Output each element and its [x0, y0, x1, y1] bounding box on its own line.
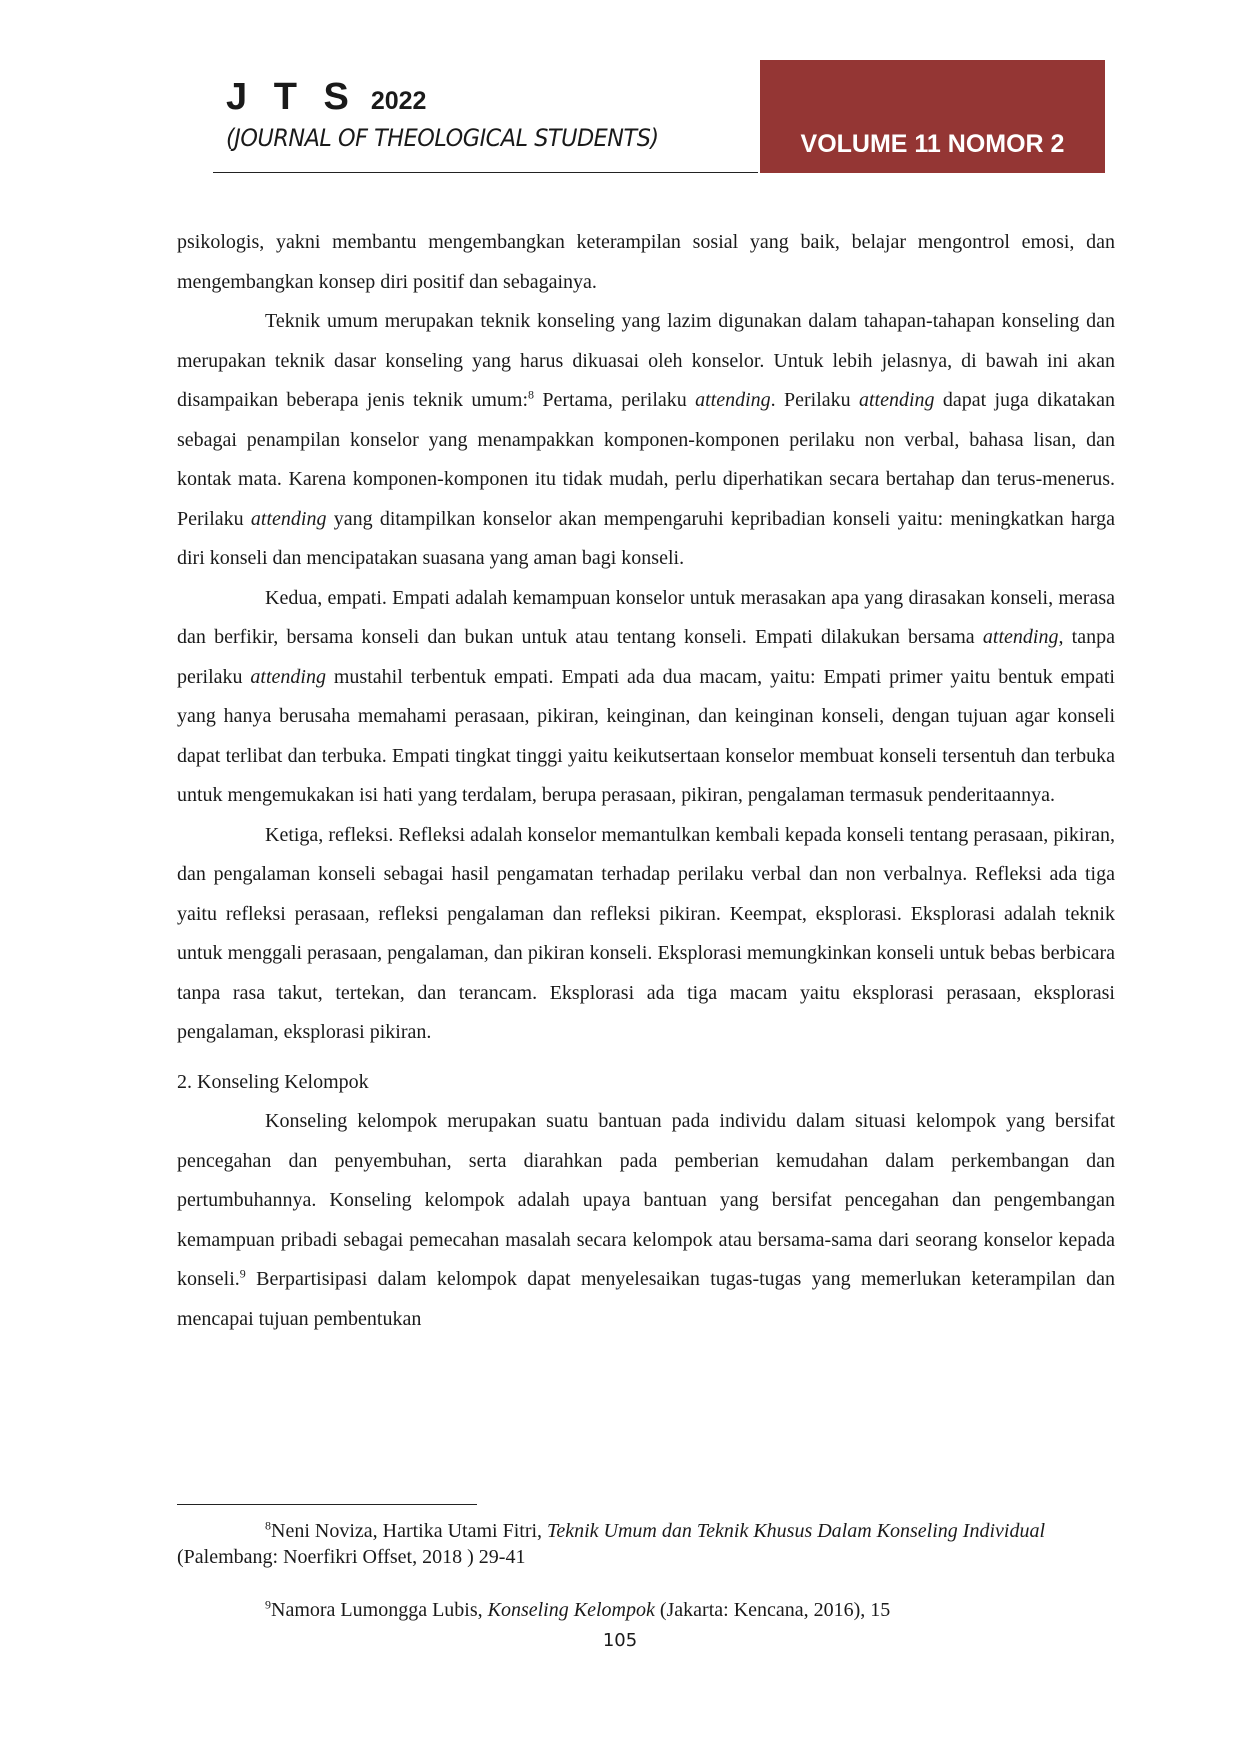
- paragraph-1: psikologis, yakni membantu mengembangkan keterampilan sosial yang baik, belajar mengontrol emosi, dan mengembangkan konsep diri positif dan sebagainya.: [177, 231, 1115, 293]
- page-number: 105: [602, 1630, 638, 1651]
- footnote-8: $^8$Neni Noviza, Hartika Utami Fitri, Teknik Umum dan Teknik Khusus Dalam Konseling Individual (Palembang: Noerfikri Offset, 2018 ) 29-41: [177, 1518, 1045, 1568]
- header-divider: [213, 172, 758, 173]
- footnote-ref-9[interactable]: 9: [239, 1266, 246, 1281]
- footnote-divider: [177, 1504, 477, 1505]
- paragraph-4: Ketiga, refleksi. Refleksi adalah konselor memantulkan kembali kepada konseli tentang perasaan, pikiran, dan pengalaman konseli sebagai hasil pengamatan terhadap perilaku verbal dan non verbalnya. Refleksi ada tiga yaitu refleksi perasaan, refleksi pengalaman dan refleksi pikiran. Keempat, eksplorasi. Eksplorasi adalah teknik untuk menggali perasaan, pengalaman, dan pikiran konseli. Eksplorasi memungkinkan konseli untuk bebas berbicara tanpa rasa takut, tertekan, dan terancam. Eksplorasi ada tiga macam yaitu eksplorasi perasaan, eksplorasi pengalaman, eksplorasi pikiran.: [177, 823, 1115, 1043]
- journal-year: 2022: [370, 87, 427, 115]
- journal-masthead: [226, 76, 426, 119]
- volume-banner: [760, 60, 1105, 173]
- paragraph-5: Konseling kelompok merupakan suatu bantuan pada individu dalam situasi kelompok yang bersifat pencegahan dan penyembuhan, serta diarahkan pada pemberian kemudahan dalam perkembangan dan pertumbuhannya. Konseling kelompok adalah upaya bantuan yang bersifat pencegahan dan pengembangan kemampuan pribadi sebagai pemecahan masalah secara kelompok atau bersama-sama dari seorang konselor kepada konseli.$^9$ Berpartisipasi dalam kelompok dapat menyelesaikan tugas-tugas yang memerlukan keterampilan dan mencapai tujuan pembentukan: [177, 1110, 1115, 1330]
- journal-full-name: (JOURNAL OF THEOLOGICAL STUDENTS): [226, 124, 659, 152]
- section-heading: 2. Konseling Kelompok: [177, 1070, 369, 1093]
- footnote-9: $^9$Namora Lumongga Lubis, Konseling Kelompok (Jakarta: Kencana, 2016), 15: [265, 1597, 891, 1621]
- journal-abbreviation: J T S: [226, 76, 357, 118]
- footnote-ref-8[interactable]: 8: [528, 387, 535, 402]
- article-body: [177, 223, 1115, 1339]
- paragraph-3: Kedua, empati. Empati adalah kemampuan konselor untuk merasakan apa yang dirasakan konseli, merasa dan berfikir, bersama konseli dan bukan untuk atau tentang konseli. Empati dilakukan bersama attending, tanpa perilaku attending mustahil terbentuk empati. Empati ada dua macam, yaitu: Empati primer yaitu bentuk empati yang hanya berusaha memahami perasaan, pikiran, keinginan, dan keinginan konseli, dengan tujuan agar konseli dapat terlibat dan terbuka. Empati tingkat tinggi yaitu keikutsertaan konselor membuat konseli tersentuh dan terbuka untuk mengemukakan isi hati yang terdalam, berupa perasaan, pikiran, pengalaman termasuk penderitaannya.: [177, 586, 1115, 806]
- volume-label: VOLUME 11 NOMOR 2: [800, 130, 1065, 158]
- paragraph-2: Teknik umum merupakan teknik konseling yang lazim digunakan dalam tahapan-tahapan konseling dan merupakan teknik dasar konseling yang harus dikuasai oleh konselor. Untuk lebih jelasnya, di bawah ini akan disampaikan beberapa jenis teknik umum:$^8$ Pertama, perilaku attending. Perilaku attending dapat juga dikatakan sebagai penampilan konselor yang menampakkan komponen-komponen perilaku non verbal, bahasa lisan, dan kontak mata. Karena komponen-komponen itu tidak mudah, perlu diperhatikan secara bertahap dan terus-menerus. Perilaku attending yang ditampilkan konselor akan mempengaruhi kepribadian konseli yaitu: meningkatkan harga diri konseli dan mencipatakan suasana yang aman bagi konseli.: [177, 310, 1116, 569]
